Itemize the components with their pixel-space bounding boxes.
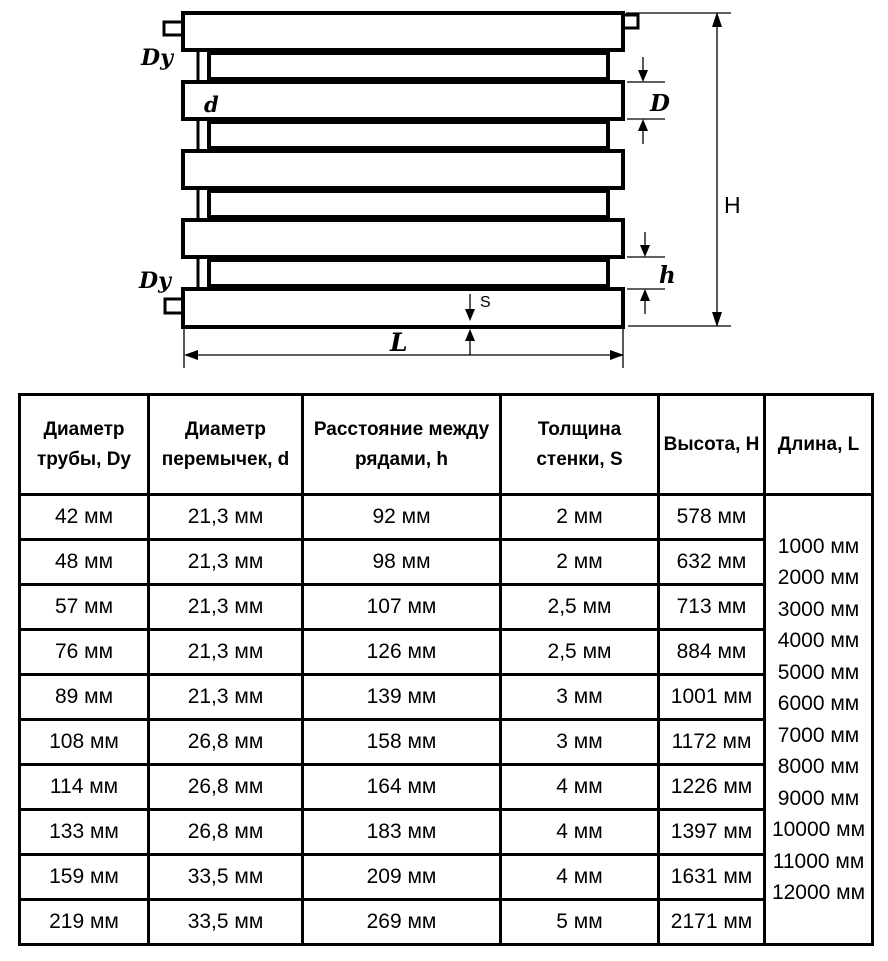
length-value: 1000 мм [777, 534, 860, 558]
arrow-up-icon [712, 12, 722, 27]
pipe-row-3 [183, 82, 623, 119]
pipe-row-1 [183, 13, 623, 50]
table-cell: 158 мм [303, 720, 501, 765]
length-value: 10000 мм [771, 818, 866, 841]
table-cell: 139 мм [303, 675, 501, 720]
length-value: 9000 мм [777, 786, 860, 810]
table-cell: 2 мм [501, 495, 659, 540]
table-cell: 76 мм [20, 630, 149, 675]
table-cell: 2,5 мм [501, 585, 659, 630]
table-cell: 92 мм [303, 495, 501, 540]
table-cell: 1226 мм [659, 765, 765, 810]
arrow-up-icon [640, 289, 650, 301]
arrow-right-icon [610, 350, 624, 360]
table-cell: 98 мм [303, 540, 501, 585]
table-cell: 89 мм [20, 675, 149, 720]
table-cell: 21,3 мм [149, 585, 303, 630]
pipe-row-2 [209, 53, 608, 79]
table-cell: 48 мм [20, 540, 149, 585]
length-value: 7000 мм [777, 723, 860, 747]
length-merged-cell [765, 495, 873, 945]
pipe-row-9 [183, 289, 623, 327]
length-value: 2000 мм [777, 566, 860, 589]
table-cell: 183 мм [303, 810, 501, 855]
table-cell: 26,8 мм [149, 765, 303, 810]
table-row [20, 855, 873, 900]
col-header-jumper-diameter: Диаметр перемычек, d [149, 395, 303, 495]
table-cell: 884 мм [659, 630, 765, 675]
table-row [20, 900, 873, 945]
spec-table-body [20, 495, 873, 945]
table-cell: 4 мм [501, 855, 659, 900]
table-cell: 114 мм [20, 765, 149, 810]
arrow-up-icon [465, 329, 475, 341]
table-cell: 1397 мм [659, 810, 765, 855]
col-header-height: Высота, H [659, 395, 765, 495]
length-value: 12000 мм [771, 881, 866, 904]
table-header-row [20, 395, 873, 495]
pipe-row-7 [183, 220, 623, 257]
register-drawing [0, 0, 888, 380]
length-value: 5000 мм [777, 660, 860, 684]
table-cell: 713 мм [659, 585, 765, 630]
length-label: L [390, 328, 408, 357]
height-label: H [724, 192, 741, 218]
pipe-register-diagram [0, 0, 888, 380]
pipe-diameter-label: D [650, 90, 670, 117]
table-row [20, 630, 873, 675]
table-cell: 26,8 мм [149, 720, 303, 765]
pipe-dy-label-bottom: Dy [139, 268, 171, 294]
height-dimension [626, 12, 731, 327]
table-cell: 632 мм [659, 540, 765, 585]
table-cell: 126 мм [303, 630, 501, 675]
table-cell: 269 мм [303, 900, 501, 945]
table-cell: 21,3 мм [149, 630, 303, 675]
length-value: 6000 мм [777, 692, 860, 715]
table-row [20, 765, 873, 810]
row-spacing-label: h [659, 262, 676, 289]
table-row [20, 585, 873, 630]
table-cell: 4 мм [501, 765, 659, 810]
table-cell: 133 мм [20, 810, 149, 855]
col-header-row-spacing: Расстояние между рядами, h [303, 395, 501, 495]
table-cell: 1172 мм [659, 720, 765, 765]
col-header-length: Длина, L [765, 395, 873, 495]
length-value: 4000 мм [777, 629, 860, 652]
table-cell: 1631 мм [659, 855, 765, 900]
pipe-row-8 [209, 260, 608, 286]
table-cell: 164 мм [303, 765, 501, 810]
jumper-diameter-label: d [204, 92, 219, 117]
pipe-row-5 [183, 151, 623, 188]
table-row [20, 540, 873, 585]
table-cell: 26,8 мм [149, 810, 303, 855]
table-cell: 33,5 мм [149, 855, 303, 900]
table-cell: 21,3 мм [149, 675, 303, 720]
table-cell: 2 мм [501, 540, 659, 585]
table-cell: 21,3 мм [149, 540, 303, 585]
arrow-down-icon [712, 312, 722, 327]
table-cell: 159 мм [20, 855, 149, 900]
table-cell: 57 мм [20, 585, 149, 630]
table-cell: 4 мм [501, 810, 659, 855]
table-row [20, 720, 873, 765]
col-header-pipe-diameter: Диаметр трубы, Dy [20, 395, 149, 495]
table-cell: 1001 мм [659, 675, 765, 720]
arrow-down-icon [638, 70, 648, 82]
pipe-row-6 [209, 191, 608, 217]
table-row [20, 675, 873, 720]
table-cell: 219 мм [20, 900, 149, 945]
table-cell: 107 мм [303, 585, 501, 630]
table-row [20, 495, 873, 540]
table-cell: 108 мм [20, 720, 149, 765]
arrow-up-icon [638, 119, 648, 131]
length-value: 8000 мм [777, 755, 860, 778]
table-cell: 42 мм [20, 495, 149, 540]
arrow-left-icon [184, 350, 198, 360]
col-header-wall-thickness: Толщина стенки, S [501, 395, 659, 495]
table-cell: 21,3 мм [149, 495, 303, 540]
length-value: 3000 мм [777, 597, 860, 621]
pipe-dy-label-top: Dy [141, 45, 173, 71]
wall-thickness-label: S [480, 294, 491, 311]
table-cell: 2171 мм [659, 900, 765, 945]
arrow-down-icon [640, 245, 650, 257]
spec-table [18, 393, 874, 946]
pipe-row-4 [209, 122, 608, 148]
length-value: 11000 мм [772, 849, 865, 873]
table-cell: 3 мм [501, 675, 659, 720]
table-cell: 5 мм [501, 900, 659, 945]
table-cell: 2,5 мм [501, 630, 659, 675]
table-cell: 209 мм [303, 855, 501, 900]
table-row [20, 810, 873, 855]
table-cell: 3 мм [501, 720, 659, 765]
table-cell: 578 мм [659, 495, 765, 540]
table-cell: 33,5 мм [149, 900, 303, 945]
